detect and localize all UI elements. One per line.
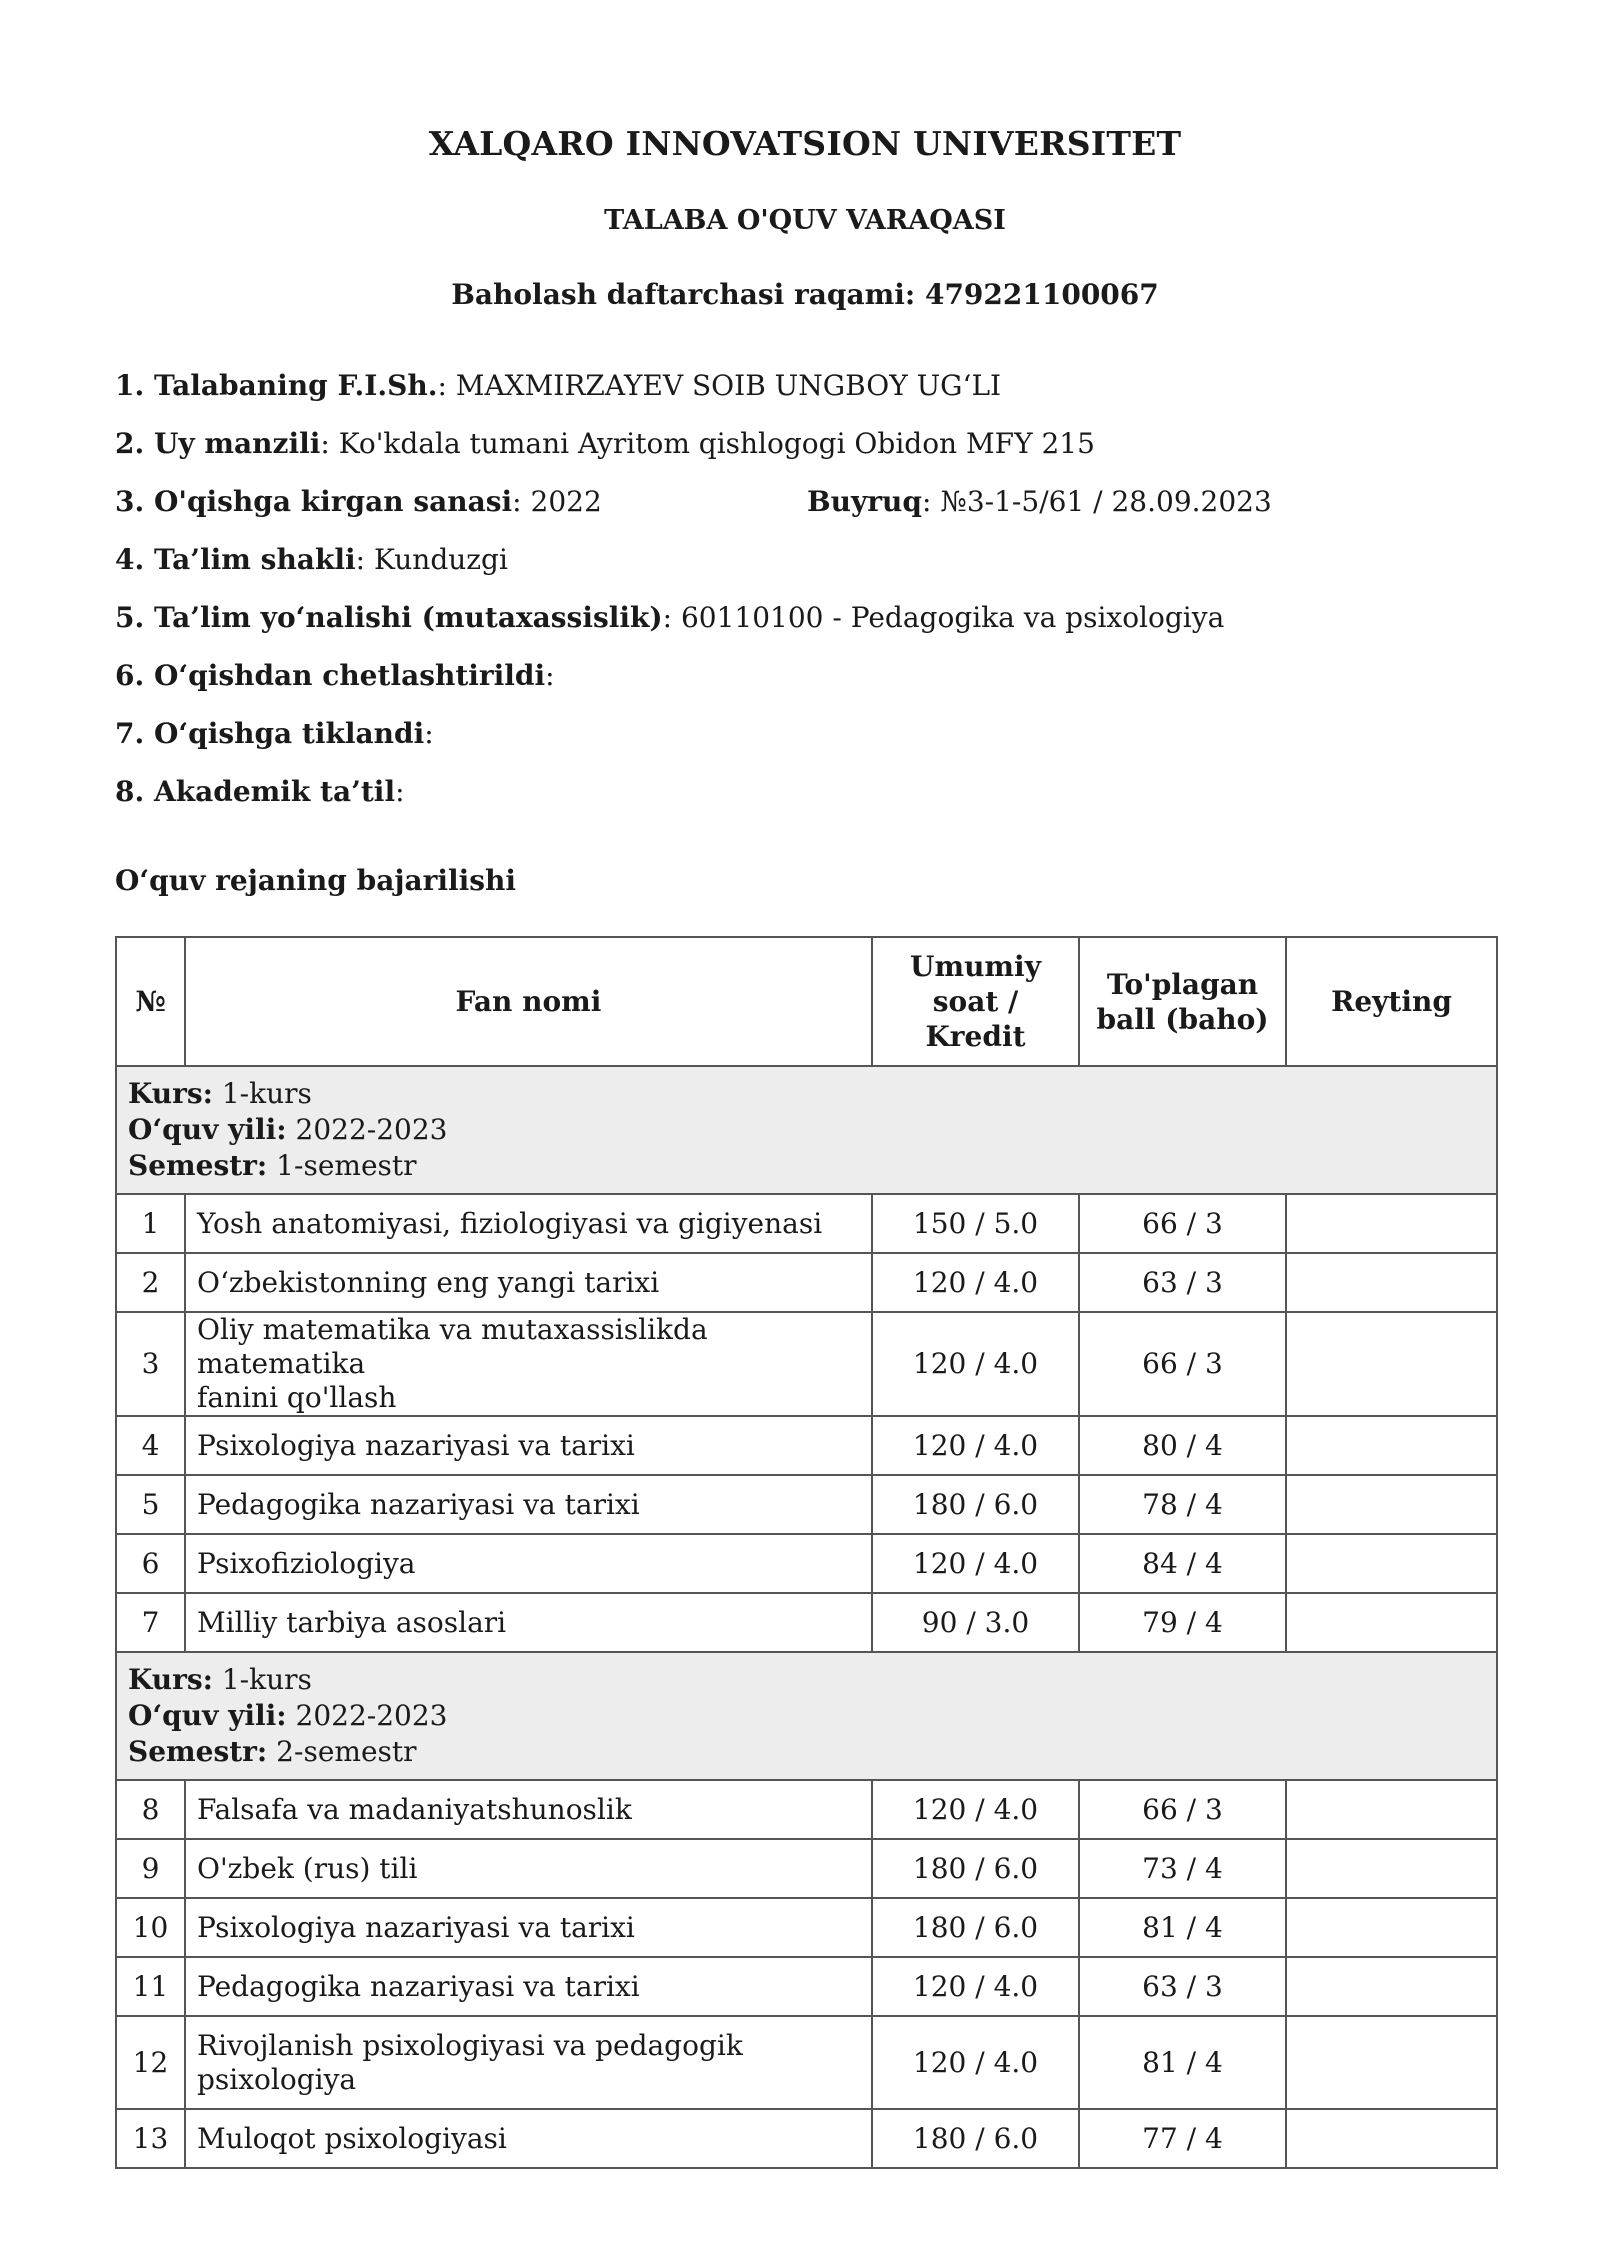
grades-table (115, 936, 1498, 2169)
row-num: 13 (116, 2109, 185, 2168)
row-score: 73 / 4 (1079, 1839, 1286, 1898)
table-row (116, 1312, 1497, 1416)
restored-label: 7. O‘qishga tiklandi (115, 717, 425, 750)
table-row (116, 1898, 1497, 1957)
row-rating (1286, 1780, 1497, 1839)
table-row (116, 1475, 1497, 1534)
row-hours: 120 / 4.0 (872, 1534, 1079, 1593)
table-row (116, 1253, 1497, 1312)
row-subject: Milliy tarbiya asoslari (185, 1593, 872, 1652)
header-hours: Umumiy soat / Kredit (872, 937, 1079, 1066)
row-subject: Falsafa va madaniyatshunoslik (185, 1780, 872, 1839)
row-num: 2 (116, 1253, 185, 1312)
info-name: 1. Talabaning F.I.Sh.: MAXMIRZAYEV SOIB UNGBOY UG‘LI (115, 369, 1002, 402)
row-hours: 90 / 3.0 (872, 1593, 1079, 1652)
row-score: 66 / 3 (1079, 1194, 1286, 1253)
record-number-line (115, 278, 1495, 311)
row-hours: 120 / 4.0 (872, 1416, 1079, 1475)
name-value: MAXMIRZAYEV SOIB UNGBOY UG‘LI (455, 369, 1002, 402)
address-label: 2. Uy manzili (115, 427, 321, 460)
row-score: 78 / 4 (1079, 1475, 1286, 1534)
table-row (116, 1957, 1497, 2016)
row-rating (1286, 1898, 1497, 1957)
info-study-form: 4. Ta’lim shakli: Kunduzgi (115, 543, 508, 576)
header-num: № (116, 937, 185, 1066)
enroll-label: 3. O'qishga kirgan sanasi (115, 485, 513, 518)
row-num: 6 (116, 1534, 185, 1593)
row-rating (1286, 1312, 1497, 1416)
row-hours: 120 / 4.0 (872, 2016, 1079, 2109)
header-rating: Reyting (1286, 937, 1497, 1066)
enroll-value: 2022 (530, 485, 602, 518)
table-row (116, 1839, 1497, 1898)
row-subject: Psixofiziologiya (185, 1534, 872, 1593)
table-row (116, 2016, 1497, 2109)
row-rating (1286, 1253, 1497, 1312)
row-subject: Psixologiya nazariyasi va tarixi (185, 1898, 872, 1957)
university-title: XALQARO INNOVATSION UNIVERSITET (428, 124, 1182, 163)
row-score: 81 / 4 (1079, 2016, 1286, 2109)
row-num: 11 (116, 1957, 185, 2016)
row-subject: Psixologiya nazariyasi va tarixi (185, 1416, 872, 1475)
order-label: Buyruq (807, 485, 922, 518)
row-score: 77 / 4 (1079, 2109, 1286, 2168)
info-restored: 7. O‘qishga tiklandi: (115, 717, 434, 750)
major-label: 5. Ta’lim yo‘nalishi (mutaxassislik) (115, 601, 663, 634)
row-hours: 120 / 4.0 (872, 1780, 1079, 1839)
row-score: 66 / 3 (1079, 1312, 1286, 1416)
row-subject: Yosh anatomiyasi, fiziologiyasi va gigiyenasi (185, 1194, 872, 1253)
row-num: 12 (116, 2016, 185, 2109)
row-num: 9 (116, 1839, 185, 1898)
info-enrollment: 3. O'qishga kirgan sanasi: 2022 Buyruq: №3-1-5/61 / 28.09.2023 (115, 485, 1272, 518)
semester-group-row (116, 1066, 1497, 1194)
row-subject: Pedagogika nazariyasi va tarixi (185, 1475, 872, 1534)
row-hours: 120 / 4.0 (872, 1957, 1079, 2016)
row-hours: 120 / 4.0 (872, 1312, 1079, 1416)
expelled-label: 6. O‘qishdan chetlashtirildi (115, 659, 546, 692)
row-num: 4 (116, 1416, 185, 1475)
row-subject: Rivojlanish psixologiyasi va pedagogik psixologiya (185, 2016, 872, 2109)
record-number: 479221100067 (924, 278, 1159, 311)
row-subject: Muloqot psixologiyasi (185, 2109, 872, 2168)
name-label: 1. Talabaning F.I.Sh. (115, 369, 438, 402)
semester-group-row (116, 1652, 1497, 1780)
row-subject: O‘zbekistonning eng yangi tarixi (185, 1253, 872, 1312)
row-subject: O'zbek (rus) tili (185, 1839, 872, 1898)
row-score: 80 / 4 (1079, 1416, 1286, 1475)
row-score: 63 / 3 (1079, 1253, 1286, 1312)
row-rating (1286, 1416, 1497, 1475)
order-info: Buyruq: №3-1-5/61 / 28.09.2023 (807, 485, 1272, 518)
row-score: 79 / 4 (1079, 1593, 1286, 1652)
leave-label: 8. Akademik ta’til (115, 775, 396, 808)
row-rating (1286, 2016, 1497, 2109)
info-expelled: 6. O‘qishdan chetlashtirildi: (115, 659, 555, 692)
row-rating (1286, 1839, 1497, 1898)
row-subject: Pedagogika nazariyasi va tarixi (185, 1957, 872, 2016)
order-value: №3-1-5/61 / 28.09.2023 (940, 485, 1272, 518)
row-num: 8 (116, 1780, 185, 1839)
table-row (116, 1416, 1497, 1475)
row-hours: 120 / 4.0 (872, 1253, 1079, 1312)
table-row (116, 1593, 1497, 1652)
semester-group-cell: Kurs: 1-kurs O‘quv yili: 2022-2023 Semestr: 1-semestr (116, 1066, 1497, 1194)
row-rating (1286, 1593, 1497, 1652)
row-num: 10 (116, 1898, 185, 1957)
row-rating (1286, 1957, 1497, 2016)
row-num: 3 (116, 1312, 185, 1416)
info-major: 5. Ta’lim yo‘nalishi (mutaxassislik): 60110100 - Pedagogika va psixologiya (115, 601, 1225, 634)
row-hours: 180 / 6.0 (872, 1839, 1079, 1898)
header-score: To'plagan ball (baho) (1079, 937, 1286, 1066)
form-value: Kunduzgi (373, 543, 508, 576)
table-row (116, 1780, 1497, 1839)
row-subject: Oliy matematika va mutaxassislikda matematika fanini qo'llash (185, 1312, 872, 1416)
row-rating (1286, 1194, 1497, 1253)
row-num: 7 (116, 1593, 185, 1652)
row-num: 1 (116, 1194, 185, 1253)
info-address: 2. Uy manzili: Ko'kdala tumani Ayritom qishlogogi Obidon MFY 215 (115, 427, 1095, 460)
row-hours: 180 / 6.0 (872, 1475, 1079, 1534)
row-hours: 180 / 6.0 (872, 1898, 1079, 1957)
row-score: 84 / 4 (1079, 1534, 1286, 1593)
record-label: Baholash daftarchasi raqami: (451, 278, 916, 311)
info-academic-leave: 8. Akademik ta’til: (115, 775, 405, 808)
student-info (115, 368, 1495, 832)
semester-group-cell: Kurs: 1-kurs O‘quv yili: 2022-2023 Semestr: 2-semestr (116, 1652, 1497, 1780)
row-score: 66 / 3 (1079, 1780, 1286, 1839)
table-row (116, 2109, 1497, 2168)
table-row (116, 1534, 1497, 1593)
row-rating (1286, 2109, 1497, 2168)
address-value: Ko'kdala tumani Ayritom qishlogogi Obidon MFY 215 (338, 427, 1095, 460)
section-title: O‘quv rejaning bajarilishi (115, 864, 517, 897)
row-rating (1286, 1475, 1497, 1534)
row-hours: 150 / 5.0 (872, 1194, 1079, 1253)
row-score: 63 / 3 (1079, 1957, 1286, 2016)
row-score: 81 / 4 (1079, 1898, 1286, 1957)
table-row (116, 1194, 1497, 1253)
table-header-row (116, 937, 1497, 1066)
row-num: 5 (116, 1475, 185, 1534)
row-rating (1286, 1534, 1497, 1593)
form-label: 4. Ta’lim shakli (115, 543, 356, 576)
major-value: 60110100 - Pedagogika va psixologiya (680, 601, 1225, 634)
header-subject: Fan nomi (185, 937, 872, 1066)
row-hours: 180 / 6.0 (872, 2109, 1079, 2168)
document-title: TALABA O'QUV VARAQASI (604, 205, 1006, 236)
